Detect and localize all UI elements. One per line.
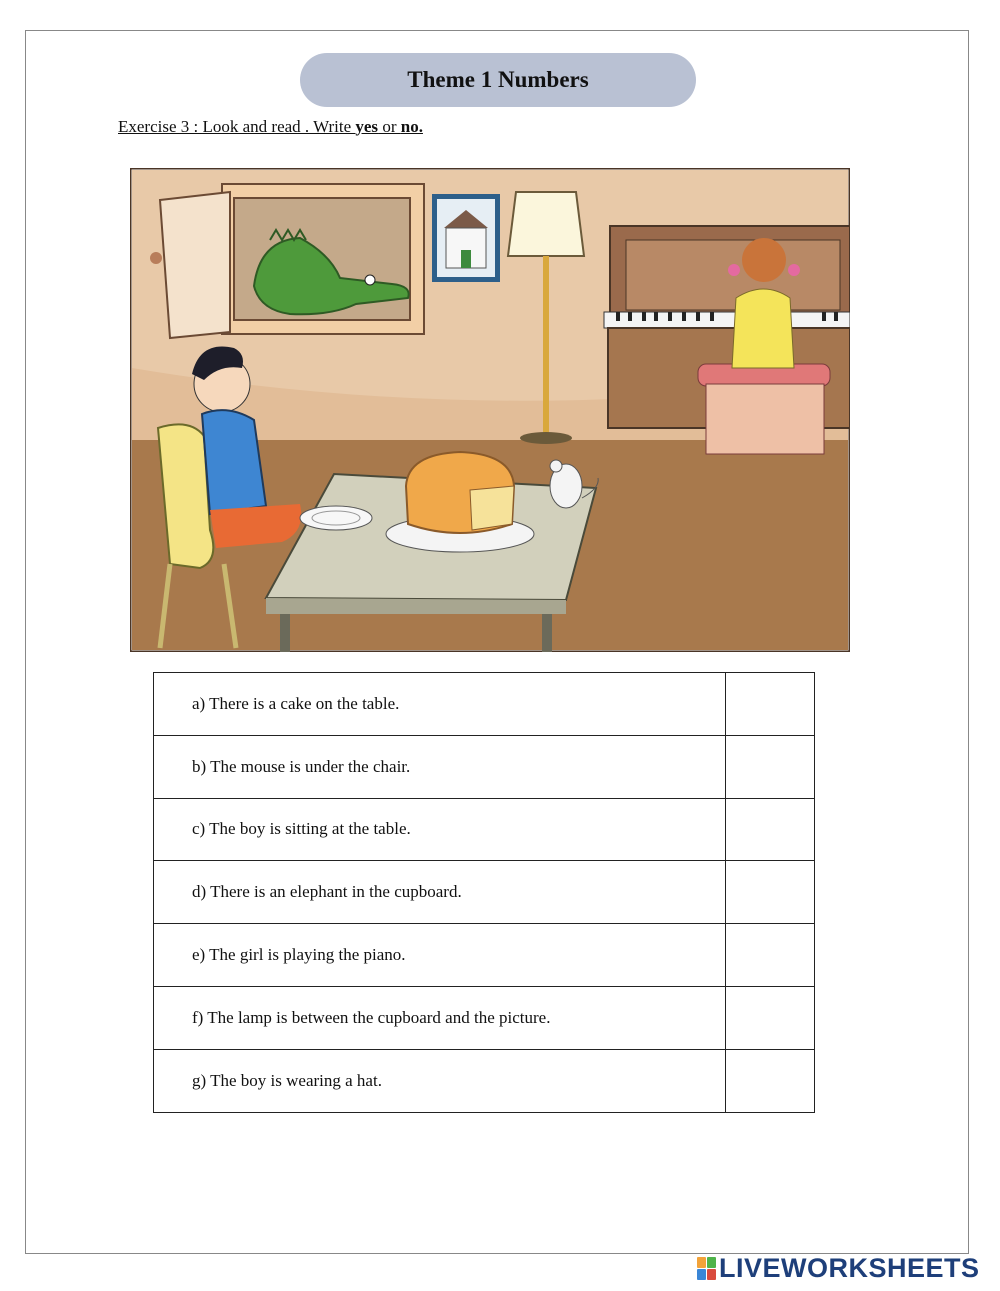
- exercise-instruction: [118, 117, 423, 137]
- question-text: b) The mouse is under the chair.: [154, 735, 726, 798]
- instruction-or: or: [378, 117, 401, 136]
- answer-cell[interactable]: [726, 986, 815, 1049]
- logo-block-1: [697, 1257, 706, 1268]
- answer-cell[interactable]: [726, 798, 815, 861]
- liveworksheets-logo: [697, 1253, 980, 1284]
- instruction-prefix: Exercise 3 : Look and read . Write: [118, 117, 356, 136]
- house-picture: [432, 194, 500, 282]
- logo-text: LIVEWORKSHEETS: [719, 1253, 980, 1283]
- question-text: c) The boy is sitting at the table.: [154, 798, 726, 861]
- question-text: d) There is an elephant in the cupboard.: [154, 861, 726, 924]
- question-row: [154, 986, 815, 1049]
- room-scene-illustration: [130, 168, 850, 652]
- instruction-no: no.: [400, 117, 423, 136]
- logo-block-2: [707, 1257, 716, 1268]
- answer-box[interactable]: [726, 987, 814, 1049]
- logo-block-4: [707, 1269, 716, 1280]
- question-row: [154, 735, 815, 798]
- answer-cell[interactable]: [726, 673, 815, 736]
- question-row: [154, 1049, 815, 1112]
- answer-box[interactable]: [726, 861, 814, 923]
- answer-box[interactable]: [726, 736, 814, 798]
- answer-cell[interactable]: [726, 861, 815, 924]
- answer-table: [153, 672, 815, 1113]
- answer-box[interactable]: [726, 1050, 814, 1112]
- plate: [300, 506, 372, 530]
- logo-block-3: [697, 1269, 706, 1280]
- instruction-yes: yes: [355, 117, 379, 136]
- answer-cell[interactable]: [726, 924, 815, 987]
- worksheet-title: Theme 1 Numbers: [300, 53, 696, 107]
- answer-cell[interactable]: [726, 1049, 815, 1112]
- logo-icon: [697, 1257, 716, 1280]
- answer-box[interactable]: [726, 924, 814, 986]
- question-text: g) The boy is wearing a hat.: [154, 1049, 726, 1112]
- question-text: a) There is a cake on the table.: [154, 673, 726, 736]
- answer-cell[interactable]: [726, 735, 815, 798]
- question-row: [154, 798, 815, 861]
- question-row: [154, 861, 815, 924]
- answer-box[interactable]: [726, 799, 814, 861]
- question-row: [154, 924, 815, 987]
- question-text: f) The lamp is between the cupboard and the picture.: [154, 986, 726, 1049]
- answer-box[interactable]: [726, 673, 814, 735]
- question-row: [154, 673, 815, 736]
- question-text: e) The girl is playing the piano.: [154, 924, 726, 987]
